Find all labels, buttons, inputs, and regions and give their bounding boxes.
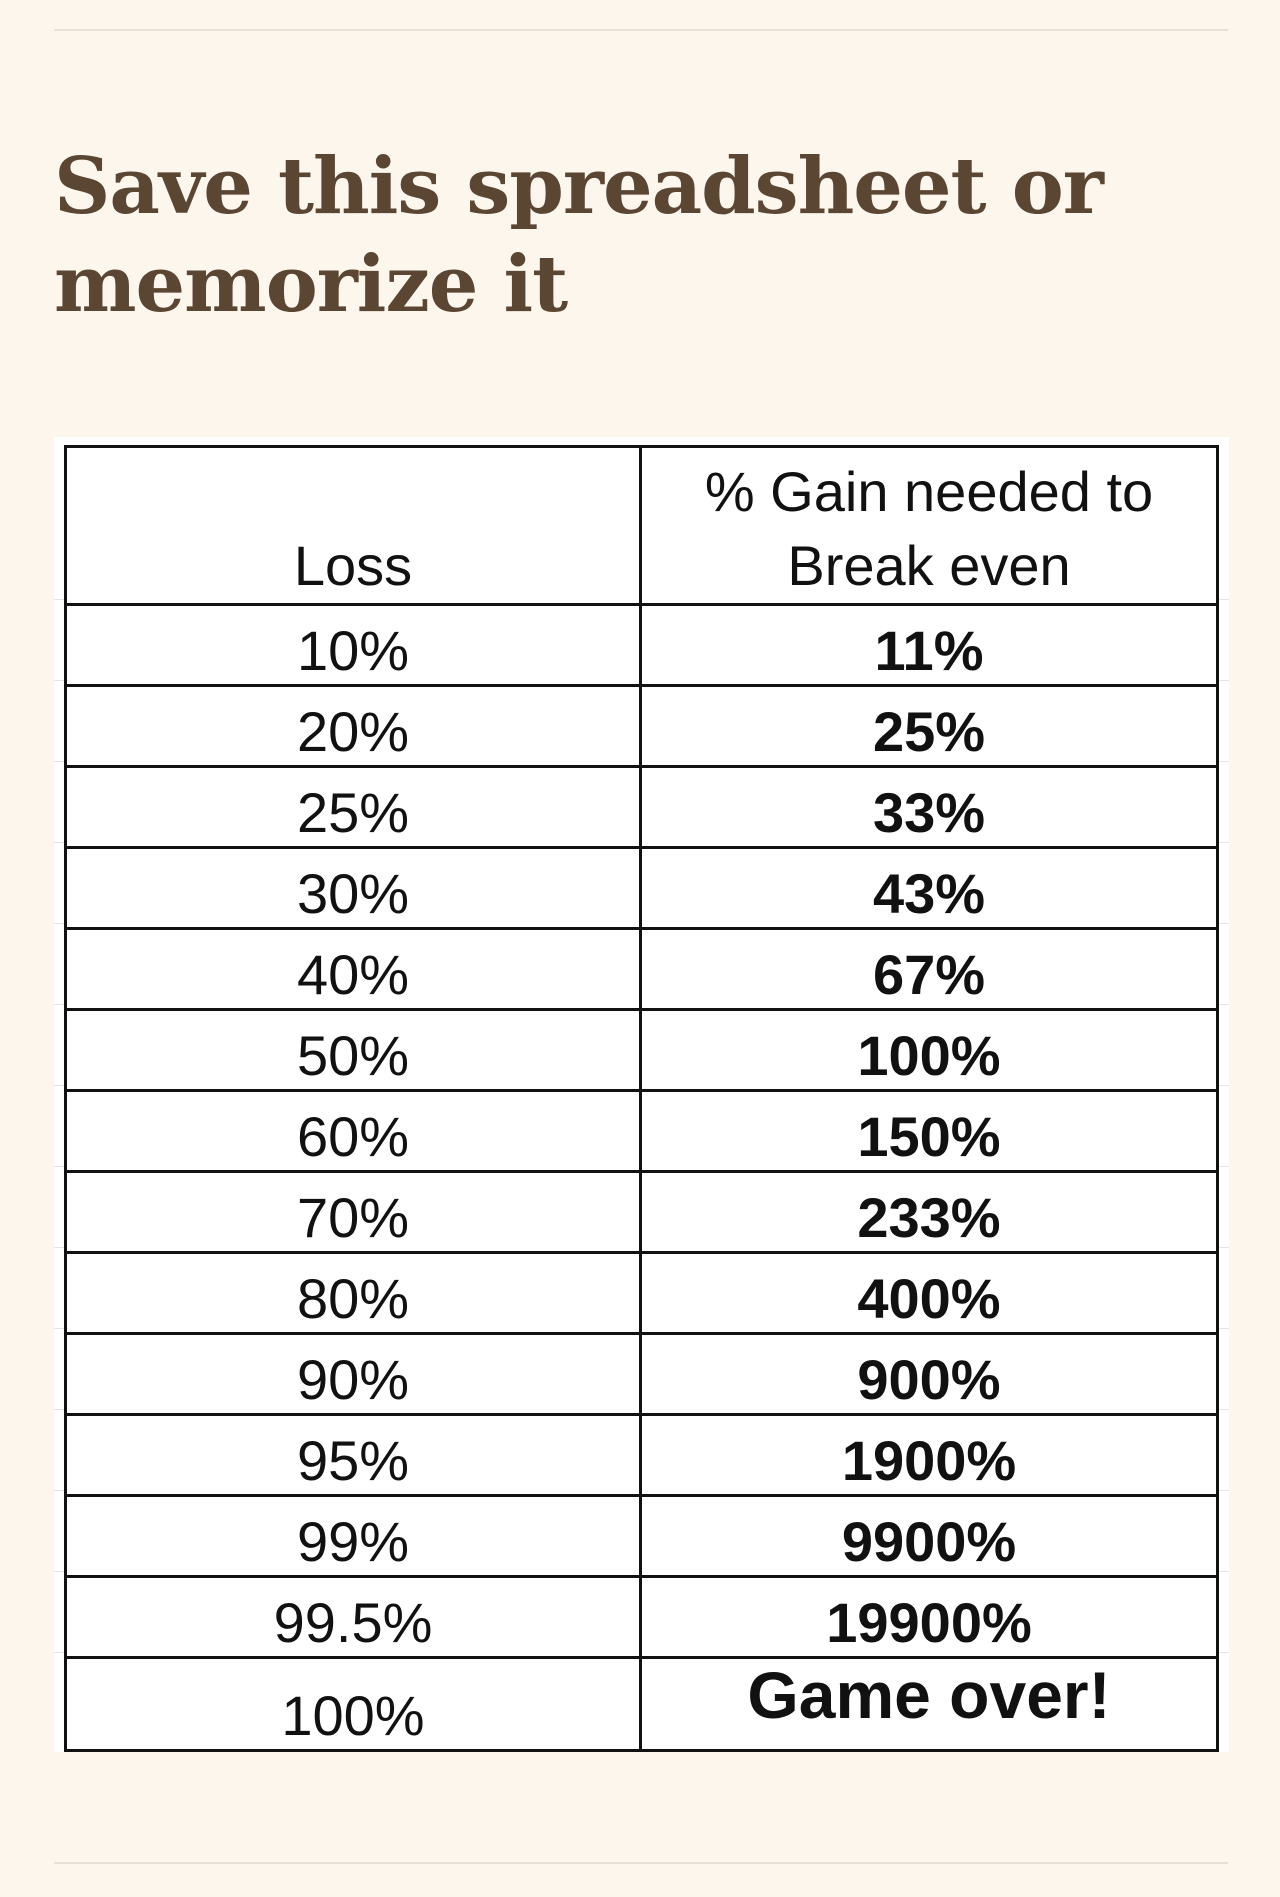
- table-row: [66, 1658, 1218, 1751]
- loss-cell: 20%: [66, 686, 641, 767]
- gain-cell: 67%: [641, 929, 1218, 1010]
- gain-cell: 25%: [641, 686, 1218, 767]
- gain-column-header: % Gain needed to Break even: [641, 447, 1218, 605]
- table-row: [66, 1415, 1218, 1496]
- gain-cell: 400%: [641, 1253, 1218, 1334]
- loss-cell: 99.5%: [66, 1577, 641, 1658]
- table-row: [66, 1496, 1218, 1577]
- table-row: [66, 686, 1218, 767]
- table-row: [66, 848, 1218, 929]
- table-row: [66, 929, 1218, 1010]
- loss-cell: 10%: [66, 605, 641, 686]
- table-row: [66, 605, 1218, 686]
- gain-cell: 33%: [641, 767, 1218, 848]
- table-row: [66, 1172, 1218, 1253]
- loss-cell: 80%: [66, 1253, 641, 1334]
- loss-cell: 25%: [66, 767, 641, 848]
- gain-cell: 100%: [641, 1010, 1218, 1091]
- loss-cell: 60%: [66, 1091, 641, 1172]
- gain-cell: 43%: [641, 848, 1218, 929]
- gain-cell: 19900%: [641, 1577, 1218, 1658]
- loss-cell: 40%: [66, 929, 641, 1010]
- loss-cell: 50%: [66, 1010, 641, 1091]
- table-row: [66, 1253, 1218, 1334]
- table-row: [66, 767, 1218, 848]
- gain-cell: 233%: [641, 1172, 1218, 1253]
- gain-cell: 1900%: [641, 1415, 1218, 1496]
- gain-cell: Game over!: [641, 1658, 1218, 1751]
- table-row: [66, 1091, 1218, 1172]
- loss-cell: 30%: [66, 848, 641, 929]
- loss-cell: 95%: [66, 1415, 641, 1496]
- gain-cell: 9900%: [641, 1496, 1218, 1577]
- bottom-divider: [54, 1862, 1228, 1864]
- table-row: [66, 1010, 1218, 1091]
- breakeven-table: [64, 445, 1219, 1752]
- loss-column-header: Loss: [66, 447, 641, 605]
- loss-cell: 70%: [66, 1172, 641, 1253]
- loss-cell: 100%: [66, 1658, 641, 1751]
- table-row: [66, 1577, 1218, 1658]
- table-row: [66, 1334, 1218, 1415]
- gain-cell: 150%: [641, 1091, 1218, 1172]
- loss-cell: 99%: [66, 1496, 641, 1577]
- loss-cell: 90%: [66, 1334, 641, 1415]
- table-header-row: [66, 447, 1218, 605]
- gain-cell: 900%: [641, 1334, 1218, 1415]
- top-divider: [54, 29, 1228, 31]
- spreadsheet-image: [54, 437, 1229, 1752]
- gain-cell: 11%: [641, 605, 1218, 686]
- headline: Save this spreadsheet or memorize it: [54, 141, 1103, 330]
